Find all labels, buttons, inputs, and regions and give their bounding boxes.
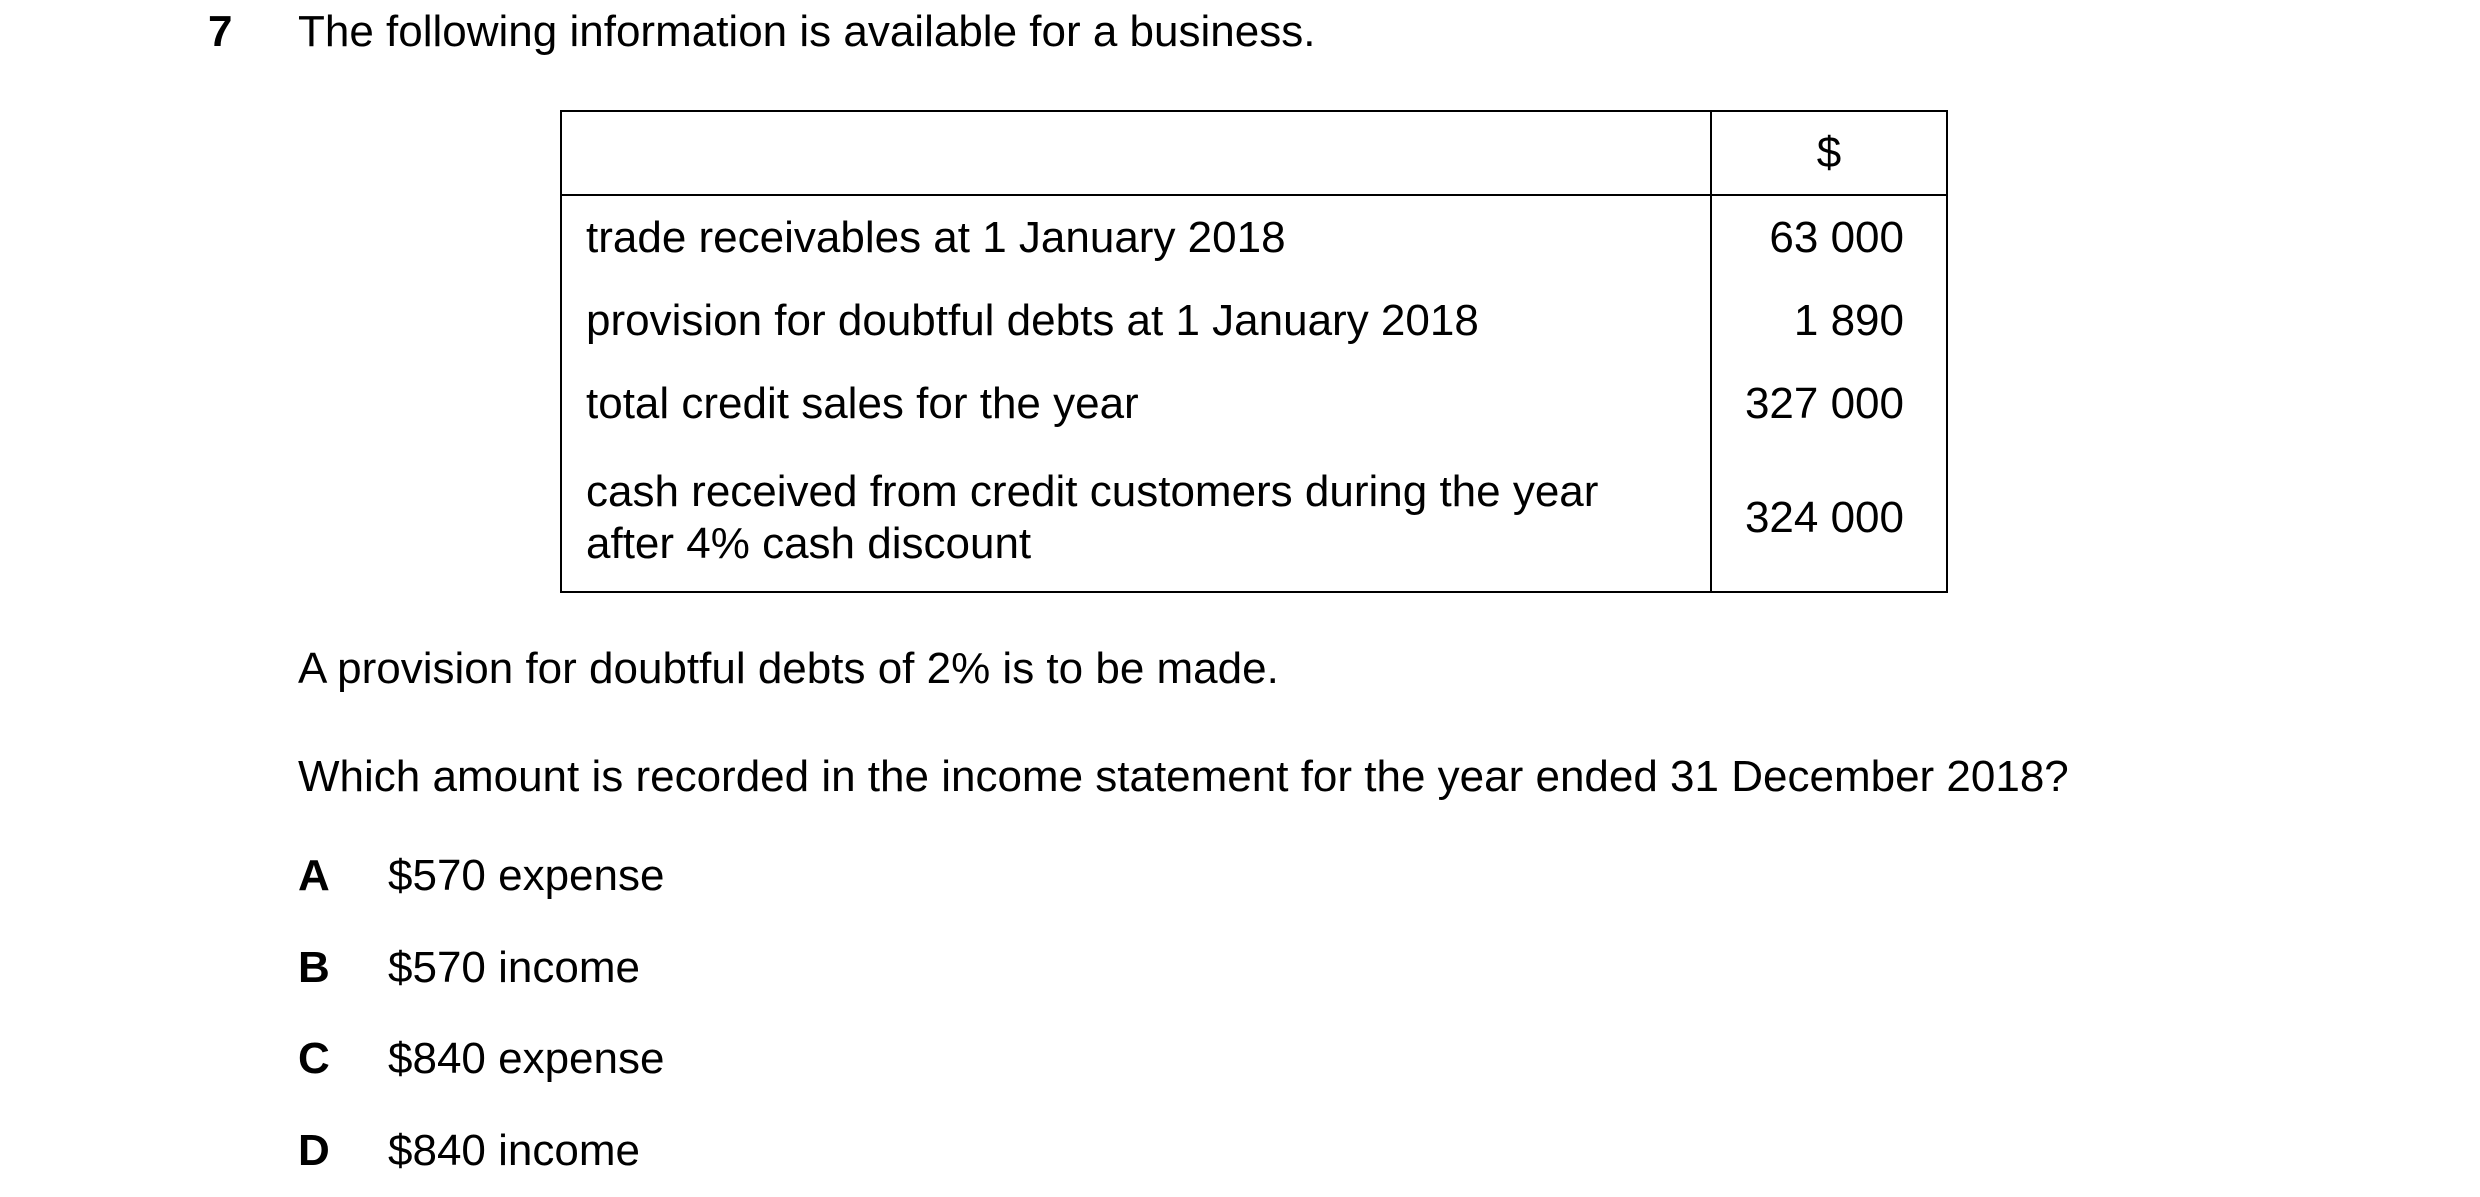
header-currency-cell: $ [1711, 111, 1947, 195]
description-line: cash received from credit customers during the year [586, 467, 1599, 516]
provision-statement: A provision for doubtful debts of 2% is to be made. [298, 644, 1279, 693]
description-line: total credit sales for the year [586, 378, 1139, 428]
question-prompt: Which amount is recorded in the income statement for the year ended 31 December 2018? [298, 752, 2069, 801]
table-row [561, 279, 1947, 362]
row-amount: 327 000 [1711, 362, 1947, 445]
header-description-cell [561, 111, 1711, 195]
option-letter: A [298, 851, 330, 900]
option-letter: D [298, 1126, 330, 1175]
row-amount: 63 000 [1711, 195, 1947, 279]
row-description [561, 362, 1711, 445]
question-number: 7 [208, 7, 233, 56]
row-description [561, 195, 1711, 279]
table-row [561, 195, 1947, 279]
row-description [561, 279, 1711, 362]
row-amount: 1 890 [1711, 279, 1947, 362]
option-letter: B [298, 943, 330, 992]
option-text: $570 expense [388, 851, 665, 900]
table-row [561, 445, 1947, 592]
description-line: provision for doubtful debts at 1 January 2018 [586, 295, 1479, 345]
option-d[interactable] [298, 1125, 640, 1177]
description-line: trade receivables at 1 January 2018 [586, 212, 1286, 262]
question-intro: The following information is available for a business. [298, 7, 1316, 56]
option-b[interactable] [298, 942, 640, 994]
option-a[interactable] [298, 850, 664, 902]
option-letter: C [298, 1034, 330, 1083]
option-text: $570 income [388, 943, 640, 992]
option-text: $840 income [388, 1126, 640, 1175]
information-table [560, 110, 1948, 593]
table-row [561, 362, 1947, 445]
row-description [561, 445, 1711, 592]
table-header-row [561, 111, 1947, 195]
option-text: $840 expense [388, 1034, 665, 1083]
description-line: after 4% cash discount [586, 519, 1032, 568]
row-amount: 324 000 [1711, 445, 1947, 592]
option-c[interactable] [298, 1033, 664, 1085]
